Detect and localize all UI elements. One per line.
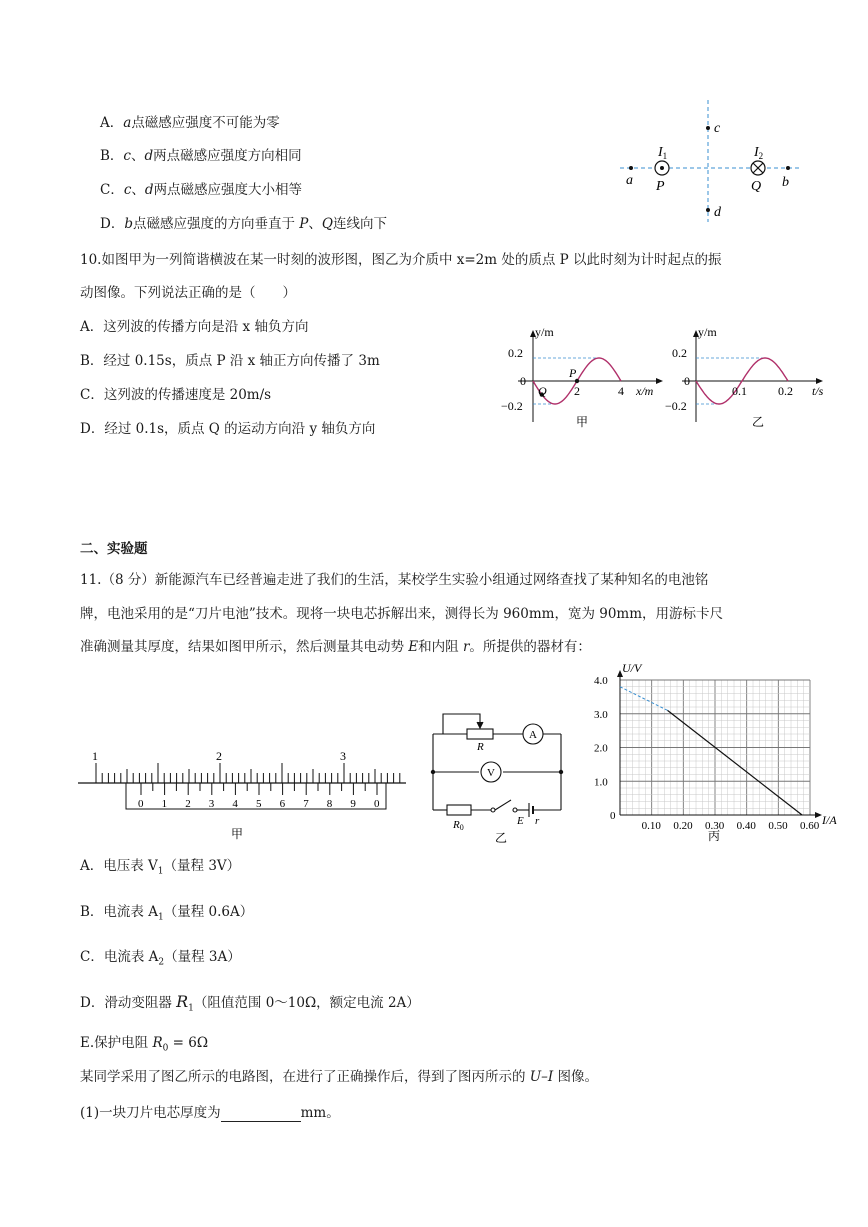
q11-after-text: 某同学采用了图乙所示的电路图，在进行了正确操作后，得到了图丙所示的 U–I 图像。 <box>80 1069 599 1085</box>
q9-option-d: D．b点磁感应强度的方向垂直于 P、Q连线向下 <box>100 216 387 232</box>
wave2-ytick-top: 0.2 <box>672 346 687 360</box>
ui-xtick: 0.40 <box>736 820 756 832</box>
current-in-icon <box>751 161 765 175</box>
q9-option-b: B．c、d两点磁感应强度方向相同 <box>100 148 302 164</box>
label-a: a <box>626 173 633 188</box>
caliper-caption: 甲 <box>231 827 244 841</box>
ui-ytick: 1.0 <box>594 776 608 789</box>
vernier-label: 3 <box>208 798 215 810</box>
vernier-label: 0 <box>138 798 144 810</box>
q10-option-c: C．这列波的传播速度是 20m/s <box>80 387 272 403</box>
wave2-ytick-zero: 0 <box>684 374 690 388</box>
wave-chart-jia <box>498 322 678 434</box>
ui-ytick: 4.0 <box>594 675 608 687</box>
wave1-point-q: Q <box>538 384 547 398</box>
wave2-ytick-bottom: −0.2 <box>665 399 687 413</box>
vernier-label: 8 <box>326 798 333 810</box>
main-label-3: 3 <box>340 749 346 763</box>
wave2-xlabel: t/s <box>812 384 824 398</box>
wave-chart-yi <box>665 322 848 434</box>
ui-caption: 丙 <box>708 829 721 843</box>
vernier-label: 2 <box>185 798 191 810</box>
equip-e: E.保护电阻 $R_0 = 6\Omega$ <box>80 1035 209 1054</box>
wave2-xtick-1: 0.1 <box>732 384 747 398</box>
label-p: P <box>656 179 665 194</box>
ui-ytick: 3.0 <box>594 708 608 721</box>
q10-option-b: B．经过 0.15s，质点 P 沿 x 轴正方向传播了 3m <box>80 353 380 369</box>
ui-xtick: 0.20 <box>673 820 693 832</box>
label-b: b <box>782 175 789 190</box>
label-q: Q <box>751 179 762 194</box>
circuit-label-r-internal: r <box>535 815 540 827</box>
wave1-caption: 甲 <box>576 415 589 429</box>
vernier-label: 5 <box>256 798 262 810</box>
equip-b: B．电流表 $A_1$（量程 0.6A） <box>80 904 254 923</box>
circuit-diagram <box>425 710 575 845</box>
q10-stem-line2: 动图像。下列说法正确的是（ ） <box>80 285 296 301</box>
label-c: c <box>714 121 721 136</box>
label-d: d <box>714 205 721 220</box>
ui-xtick: 0.60 <box>800 820 820 832</box>
section-title: 二、实验题 <box>80 541 148 557</box>
voltmeter-icon: V <box>487 767 495 779</box>
vernier-label: 6 <box>279 798 286 810</box>
wave1-ylabel: y/m <box>535 325 554 339</box>
vernier-label: 7 <box>303 798 309 810</box>
q11-sub1: (1)一块刀片电芯厚度为 mm。 <box>80 1105 340 1121</box>
wave1-ytick-bottom: −0.2 <box>501 399 523 413</box>
q11-stem-line1: 11.（8 分）新能源汽车已经普遍走进了我们的生活，某校学生实验小组通过网络查找了某种知名的电池铭 <box>80 572 709 588</box>
circuit-caption: 乙 <box>495 831 508 845</box>
vernier-label: 9 <box>350 798 356 810</box>
circuit-label-r0: R0 <box>453 819 464 832</box>
wave1-xtick-4: 4 <box>618 384 624 398</box>
q11-stem-line2: 牌，电池采用的是“刀片电池”技术。现将一块电芯拆解出来，测得长为 960mm，宽为 90mm，用游标卡尺 <box>80 606 724 622</box>
ui-chart <box>590 660 850 845</box>
wave1-xtick-2: 2 <box>574 384 580 398</box>
main-label-1: 1 <box>92 749 98 763</box>
equip-c: C．电流表 $A_2$（量程 3A） <box>80 949 241 968</box>
ui-xtick: 0.30 <box>705 820 725 832</box>
wave2-xtick-2: 0.2 <box>778 384 793 398</box>
q9-magnetic-figure <box>610 100 810 225</box>
q10-stem-line1: 10.如图甲为一列简谐横波在某一时刻的波形图，图乙为介质中 x=2m 处的质点 P 以此时刻为计时起点的振 <box>80 252 722 268</box>
vernier-caliper <box>76 745 411 845</box>
equip-d: D．滑动变阻器 $R_1$（阻值范围 0～10Ω，额定电流 2A） <box>80 992 420 1014</box>
ui-ytick: 0 <box>610 810 616 822</box>
ui-ylabel: U/V <box>622 661 642 675</box>
current-out-icon <box>655 161 669 175</box>
answer-blank[interactable] <box>221 1107 301 1122</box>
q10-option-a: A．这列波的传播方向是沿 x 轴负方向 <box>80 319 309 335</box>
q11-stem-line3: 准确测量其厚度，结果如图甲所示，然后测量其电动势 E和内阻 r。所提供的器材有： <box>80 639 591 655</box>
wave1-ytick-top: 0.2 <box>508 346 523 360</box>
ui-ytick: 2.0 <box>594 742 608 755</box>
vernier-label: 4 <box>232 798 238 810</box>
label-i1: $I_1$ <box>658 145 668 161</box>
q10-option-d: D．经过 0.1s，质点 Q 的运动方向沿 y 轴负方向 <box>80 421 376 437</box>
wave1-point-p: P <box>569 366 577 380</box>
equip-a: A．电压表 $V_1$（量程 3V） <box>80 858 241 877</box>
main-label-2: 2 <box>216 749 222 763</box>
ui-xlabel: I/A <box>822 813 837 827</box>
q9-option-a: A．a点磁感应强度不可能为零 <box>100 115 280 131</box>
vernier-label: 0 <box>374 798 380 810</box>
ui-xtick: 0.50 <box>768 820 788 832</box>
vernier-label: 1 <box>161 798 168 810</box>
ammeter-icon: A <box>529 729 537 741</box>
ui-line <box>668 710 803 815</box>
wave2-ylabel: y/m <box>698 325 717 339</box>
label-i2: $I_2$ <box>754 145 764 161</box>
circuit-label-e: E <box>517 815 524 827</box>
q9-option-c: C．c、d两点磁感应强度大小相等 <box>100 182 303 198</box>
wave2-caption: 乙 <box>752 415 765 429</box>
ui-xtick: 0.10 <box>641 820 661 832</box>
wave1-ytick-zero: 0 <box>520 374 526 388</box>
wave1-xlabel: x/m <box>636 384 654 398</box>
circuit-label-r: R <box>477 741 484 753</box>
